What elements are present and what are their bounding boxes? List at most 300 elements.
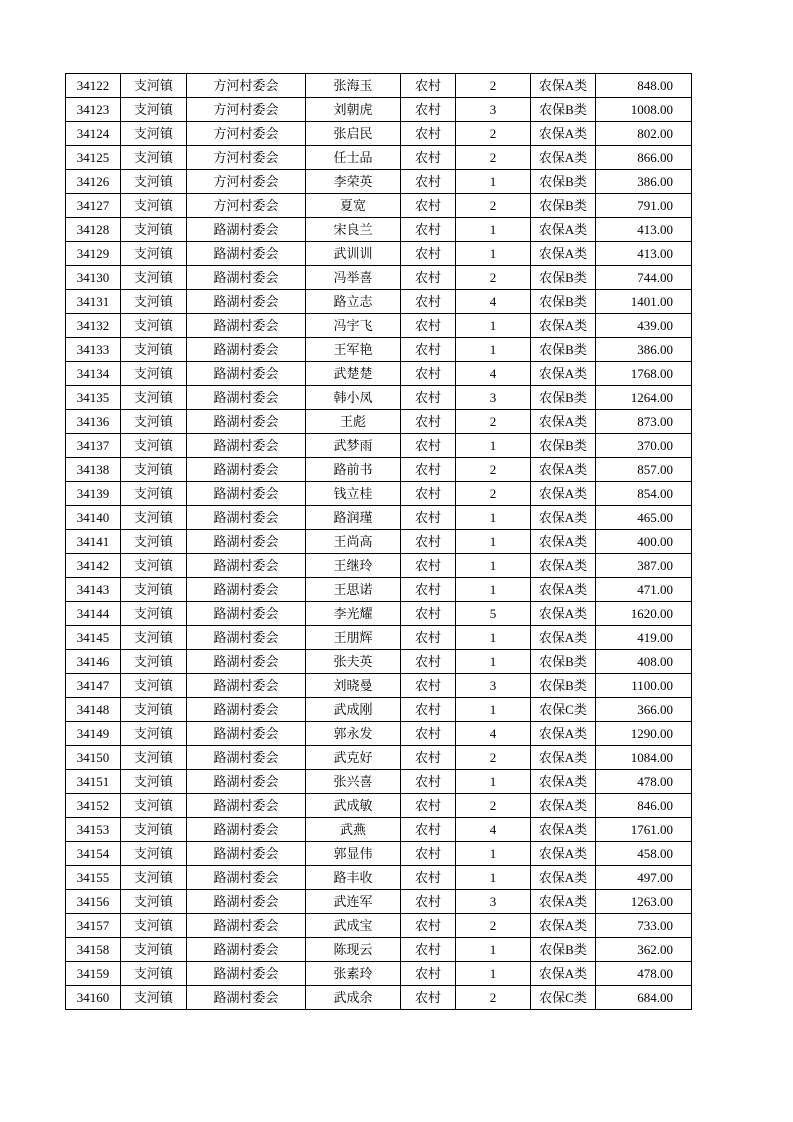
cell-category: 农保A类 <box>531 602 596 626</box>
cell-amount: 1401.00 <box>596 290 692 314</box>
cell-type: 农村 <box>401 506 456 530</box>
cell-count: 2 <box>456 914 531 938</box>
cell-category: 农保A类 <box>531 410 596 434</box>
cell-town: 支河镇 <box>121 866 187 890</box>
cell-town: 支河镇 <box>121 458 187 482</box>
cell-amount: 386.00 <box>596 170 692 194</box>
cell-village: 路湖村委会 <box>187 794 306 818</box>
cell-count: 1 <box>456 218 531 242</box>
cell-category: 农保A类 <box>531 818 596 842</box>
cell-category: 农保C类 <box>531 698 596 722</box>
cell-amount: 1620.00 <box>596 602 692 626</box>
cell-type: 农村 <box>401 146 456 170</box>
cell-village: 路湖村委会 <box>187 866 306 890</box>
table-row <box>66 98 692 122</box>
cell-category: 农保A类 <box>531 842 596 866</box>
cell-type: 农村 <box>401 266 456 290</box>
cell-type: 农村 <box>401 530 456 554</box>
cell-town: 支河镇 <box>121 530 187 554</box>
cell-name: 武成敏 <box>306 794 401 818</box>
cell-name: 李光耀 <box>306 602 401 626</box>
table-row <box>66 530 692 554</box>
cell-id: 34123 <box>66 98 121 122</box>
cell-id: 34131 <box>66 290 121 314</box>
table-row <box>66 362 692 386</box>
cell-count: 5 <box>456 602 531 626</box>
cell-town: 支河镇 <box>121 770 187 794</box>
table-row <box>66 818 692 842</box>
cell-category: 农保B类 <box>531 938 596 962</box>
cell-category: 农保A类 <box>531 482 596 506</box>
table-row <box>66 146 692 170</box>
cell-category: 农保A类 <box>531 146 596 170</box>
cell-type: 农村 <box>401 98 456 122</box>
cell-count: 3 <box>456 386 531 410</box>
cell-type: 农村 <box>401 794 456 818</box>
cell-category: 农保A类 <box>531 962 596 986</box>
cell-name: 王尚高 <box>306 530 401 554</box>
cell-name: 王军艳 <box>306 338 401 362</box>
cell-id: 34135 <box>66 386 121 410</box>
cell-id: 34156 <box>66 890 121 914</box>
cell-id: 34133 <box>66 338 121 362</box>
cell-id: 34155 <box>66 866 121 890</box>
table-row <box>66 866 692 890</box>
cell-category: 农保B类 <box>531 674 596 698</box>
table-row <box>66 314 692 338</box>
cell-name: 夏宽 <box>306 194 401 218</box>
cell-amount: 478.00 <box>596 962 692 986</box>
cell-name: 张素玲 <box>306 962 401 986</box>
cell-id: 34128 <box>66 218 121 242</box>
table-row <box>66 578 692 602</box>
cell-id: 34158 <box>66 938 121 962</box>
cell-town: 支河镇 <box>121 722 187 746</box>
cell-town: 支河镇 <box>121 338 187 362</box>
cell-name: 路丰收 <box>306 866 401 890</box>
cell-name: 武梦雨 <box>306 434 401 458</box>
cell-amount: 1263.00 <box>596 890 692 914</box>
cell-town: 支河镇 <box>121 194 187 218</box>
cell-name: 陈现云 <box>306 938 401 962</box>
table-row <box>66 674 692 698</box>
cell-name: 郭永发 <box>306 722 401 746</box>
cell-town: 支河镇 <box>121 386 187 410</box>
table-row <box>66 962 692 986</box>
cell-category: 农保A类 <box>531 746 596 770</box>
cell-name: 武燕 <box>306 818 401 842</box>
cell-type: 农村 <box>401 842 456 866</box>
cell-name: 王朋辉 <box>306 626 401 650</box>
cell-village: 方河村委会 <box>187 74 306 98</box>
cell-village: 路湖村委会 <box>187 242 306 266</box>
cell-name: 王继玲 <box>306 554 401 578</box>
cell-village: 方河村委会 <box>187 98 306 122</box>
cell-type: 农村 <box>401 722 456 746</box>
cell-amount: 465.00 <box>596 506 692 530</box>
cell-name: 郭显伟 <box>306 842 401 866</box>
cell-category: 农保A类 <box>531 890 596 914</box>
cell-town: 支河镇 <box>121 890 187 914</box>
cell-village: 路湖村委会 <box>187 266 306 290</box>
cell-village: 路湖村委会 <box>187 314 306 338</box>
cell-count: 1 <box>456 170 531 194</box>
table-row <box>66 626 692 650</box>
cell-id: 34141 <box>66 530 121 554</box>
cell-village: 路湖村委会 <box>187 290 306 314</box>
cell-id: 34147 <box>66 674 121 698</box>
cell-amount: 684.00 <box>596 986 692 1010</box>
cell-category: 农保A类 <box>531 578 596 602</box>
cell-category: 农保B类 <box>531 290 596 314</box>
cell-category: 农保B类 <box>531 194 596 218</box>
cell-category: 农保A类 <box>531 866 596 890</box>
cell-name: 韩小凤 <box>306 386 401 410</box>
cell-id: 34126 <box>66 170 121 194</box>
cell-amount: 848.00 <box>596 74 692 98</box>
cell-amount: 387.00 <box>596 554 692 578</box>
records-table <box>65 73 692 1010</box>
cell-count: 4 <box>456 362 531 386</box>
cell-town: 支河镇 <box>121 986 187 1010</box>
cell-amount: 419.00 <box>596 626 692 650</box>
table-row <box>66 266 692 290</box>
cell-amount: 439.00 <box>596 314 692 338</box>
cell-count: 2 <box>456 122 531 146</box>
table-row <box>66 74 692 98</box>
cell-name: 李荣英 <box>306 170 401 194</box>
cell-id: 34149 <box>66 722 121 746</box>
cell-type: 农村 <box>401 218 456 242</box>
cell-amount: 1264.00 <box>596 386 692 410</box>
cell-count: 1 <box>456 554 531 578</box>
cell-name: 武成刚 <box>306 698 401 722</box>
table-row <box>66 554 692 578</box>
cell-id: 34151 <box>66 770 121 794</box>
cell-id: 34153 <box>66 818 121 842</box>
cell-count: 2 <box>456 746 531 770</box>
cell-count: 2 <box>456 194 531 218</box>
cell-category: 农保A类 <box>531 122 596 146</box>
cell-village: 路湖村委会 <box>187 722 306 746</box>
cell-town: 支河镇 <box>121 74 187 98</box>
table-row <box>66 386 692 410</box>
cell-village: 路湖村委会 <box>187 386 306 410</box>
table-row <box>66 602 692 626</box>
cell-name: 宋良兰 <box>306 218 401 242</box>
cell-town: 支河镇 <box>121 290 187 314</box>
cell-town: 支河镇 <box>121 146 187 170</box>
table-row <box>66 170 692 194</box>
cell-type: 农村 <box>401 890 456 914</box>
cell-category: 农保B类 <box>531 434 596 458</box>
table-row <box>66 986 692 1010</box>
cell-id: 34140 <box>66 506 121 530</box>
cell-category: 农保B类 <box>531 650 596 674</box>
table-row <box>66 218 692 242</box>
cell-village: 路湖村委会 <box>187 218 306 242</box>
cell-count: 1 <box>456 938 531 962</box>
cell-town: 支河镇 <box>121 938 187 962</box>
cell-amount: 366.00 <box>596 698 692 722</box>
cell-id: 34129 <box>66 242 121 266</box>
cell-count: 2 <box>456 74 531 98</box>
cell-amount: 866.00 <box>596 146 692 170</box>
table-row <box>66 722 692 746</box>
cell-type: 农村 <box>401 674 456 698</box>
cell-category: 农保A类 <box>531 530 596 554</box>
cell-count: 3 <box>456 890 531 914</box>
cell-type: 农村 <box>401 290 456 314</box>
cell-town: 支河镇 <box>121 842 187 866</box>
cell-id: 34138 <box>66 458 121 482</box>
cell-town: 支河镇 <box>121 794 187 818</box>
cell-amount: 471.00 <box>596 578 692 602</box>
cell-count: 3 <box>456 98 531 122</box>
cell-type: 农村 <box>401 938 456 962</box>
table-row <box>66 770 692 794</box>
cell-town: 支河镇 <box>121 410 187 434</box>
cell-category: 农保A类 <box>531 458 596 482</box>
cell-village: 方河村委会 <box>187 122 306 146</box>
cell-count: 1 <box>456 866 531 890</box>
cell-village: 路湖村委会 <box>187 434 306 458</box>
cell-type: 农村 <box>401 434 456 458</box>
cell-type: 农村 <box>401 962 456 986</box>
cell-amount: 386.00 <box>596 338 692 362</box>
cell-village: 路湖村委会 <box>187 338 306 362</box>
cell-id: 34137 <box>66 434 121 458</box>
cell-type: 农村 <box>401 74 456 98</box>
cell-town: 支河镇 <box>121 602 187 626</box>
cell-category: 农保B类 <box>531 386 596 410</box>
cell-name: 张海玉 <box>306 74 401 98</box>
cell-count: 1 <box>456 314 531 338</box>
cell-name: 张启民 <box>306 122 401 146</box>
table-row <box>66 482 692 506</box>
cell-id: 34154 <box>66 842 121 866</box>
cell-town: 支河镇 <box>121 482 187 506</box>
cell-amount: 802.00 <box>596 122 692 146</box>
cell-village: 方河村委会 <box>187 170 306 194</box>
cell-id: 34125 <box>66 146 121 170</box>
cell-town: 支河镇 <box>121 746 187 770</box>
cell-amount: 413.00 <box>596 242 692 266</box>
cell-count: 1 <box>456 626 531 650</box>
cell-village: 方河村委会 <box>187 146 306 170</box>
cell-id: 34144 <box>66 602 121 626</box>
cell-village: 路湖村委会 <box>187 626 306 650</box>
cell-village: 路湖村委会 <box>187 818 306 842</box>
cell-id: 34124 <box>66 122 121 146</box>
cell-category: 农保A类 <box>531 218 596 242</box>
cell-town: 支河镇 <box>121 914 187 938</box>
table-row <box>66 794 692 818</box>
cell-name: 武训训 <box>306 242 401 266</box>
cell-town: 支河镇 <box>121 242 187 266</box>
cell-category: 农保A类 <box>531 314 596 338</box>
cell-category: 农保B类 <box>531 338 596 362</box>
cell-category: 农保A类 <box>531 770 596 794</box>
cell-amount: 854.00 <box>596 482 692 506</box>
cell-type: 农村 <box>401 602 456 626</box>
cell-id: 34127 <box>66 194 121 218</box>
cell-id: 34150 <box>66 746 121 770</box>
cell-name: 冯举喜 <box>306 266 401 290</box>
cell-amount: 478.00 <box>596 770 692 794</box>
cell-village: 路湖村委会 <box>187 914 306 938</box>
cell-amount: 1100.00 <box>596 674 692 698</box>
cell-id: 34132 <box>66 314 121 338</box>
cell-count: 1 <box>456 770 531 794</box>
cell-name: 武成余 <box>306 986 401 1010</box>
cell-town: 支河镇 <box>121 314 187 338</box>
cell-village: 路湖村委会 <box>187 986 306 1010</box>
cell-category: 农保A类 <box>531 794 596 818</box>
cell-count: 2 <box>456 266 531 290</box>
cell-type: 农村 <box>401 194 456 218</box>
cell-amount: 791.00 <box>596 194 692 218</box>
cell-name: 武克好 <box>306 746 401 770</box>
cell-name: 武连军 <box>306 890 401 914</box>
cell-category: 农保A类 <box>531 554 596 578</box>
cell-name: 钱立桂 <box>306 482 401 506</box>
cell-name: 刘朝虎 <box>306 98 401 122</box>
cell-id: 34159 <box>66 962 121 986</box>
cell-count: 3 <box>456 674 531 698</box>
cell-town: 支河镇 <box>121 218 187 242</box>
cell-type: 农村 <box>401 482 456 506</box>
cell-amount: 400.00 <box>596 530 692 554</box>
cell-count: 1 <box>456 434 531 458</box>
cell-village: 路湖村委会 <box>187 770 306 794</box>
cell-town: 支河镇 <box>121 674 187 698</box>
cell-type: 农村 <box>401 578 456 602</box>
table-row <box>66 242 692 266</box>
cell-amount: 362.00 <box>596 938 692 962</box>
cell-village: 路湖村委会 <box>187 938 306 962</box>
cell-type: 农村 <box>401 314 456 338</box>
cell-count: 2 <box>456 986 531 1010</box>
cell-village: 路湖村委会 <box>187 458 306 482</box>
cell-name: 冯宇飞 <box>306 314 401 338</box>
cell-town: 支河镇 <box>121 98 187 122</box>
cell-type: 农村 <box>401 986 456 1010</box>
cell-id: 34139 <box>66 482 121 506</box>
cell-name: 刘晓曼 <box>306 674 401 698</box>
table-row <box>66 650 692 674</box>
cell-amount: 846.00 <box>596 794 692 818</box>
cell-amount: 873.00 <box>596 410 692 434</box>
cell-count: 1 <box>456 578 531 602</box>
cell-count: 2 <box>456 458 531 482</box>
cell-category: 农保A类 <box>531 722 596 746</box>
cell-town: 支河镇 <box>121 362 187 386</box>
cell-count: 1 <box>456 962 531 986</box>
cell-category: 农保A类 <box>531 506 596 530</box>
cell-category: 农保A类 <box>531 626 596 650</box>
cell-category: 农保A类 <box>531 242 596 266</box>
table-row <box>66 746 692 770</box>
table-row <box>66 698 692 722</box>
cell-village: 路湖村委会 <box>187 842 306 866</box>
cell-name: 任士品 <box>306 146 401 170</box>
cell-village: 路湖村委会 <box>187 410 306 434</box>
table-row <box>66 458 692 482</box>
table-row <box>66 914 692 938</box>
cell-type: 农村 <box>401 626 456 650</box>
cell-count: 4 <box>456 818 531 842</box>
cell-amount: 1768.00 <box>596 362 692 386</box>
cell-count: 2 <box>456 482 531 506</box>
cell-id: 34146 <box>66 650 121 674</box>
cell-count: 1 <box>456 242 531 266</box>
cell-amount: 1008.00 <box>596 98 692 122</box>
cell-count: 1 <box>456 650 531 674</box>
cell-village: 路湖村委会 <box>187 602 306 626</box>
table-row <box>66 290 692 314</box>
cell-village: 路湖村委会 <box>187 674 306 698</box>
cell-town: 支河镇 <box>121 698 187 722</box>
cell-count: 1 <box>456 698 531 722</box>
cell-type: 农村 <box>401 650 456 674</box>
cell-count: 4 <box>456 290 531 314</box>
cell-amount: 1084.00 <box>596 746 692 770</box>
cell-type: 农村 <box>401 242 456 266</box>
cell-village: 路湖村委会 <box>187 506 306 530</box>
cell-amount: 458.00 <box>596 842 692 866</box>
cell-village: 路湖村委会 <box>187 530 306 554</box>
cell-id: 34157 <box>66 914 121 938</box>
cell-town: 支河镇 <box>121 434 187 458</box>
cell-name: 路前书 <box>306 458 401 482</box>
cell-name: 武楚楚 <box>306 362 401 386</box>
records-table-body <box>66 74 692 1010</box>
table-row <box>66 938 692 962</box>
cell-type: 农村 <box>401 122 456 146</box>
cell-type: 农村 <box>401 386 456 410</box>
table-row <box>66 842 692 866</box>
cell-id: 34145 <box>66 626 121 650</box>
cell-category: 农保B类 <box>531 266 596 290</box>
cell-village: 方河村委会 <box>187 194 306 218</box>
cell-category: 农保A类 <box>531 74 596 98</box>
cell-town: 支河镇 <box>121 818 187 842</box>
cell-count: 2 <box>456 146 531 170</box>
cell-village: 路湖村委会 <box>187 650 306 674</box>
cell-id: 34160 <box>66 986 121 1010</box>
table-row <box>66 338 692 362</box>
cell-id: 34152 <box>66 794 121 818</box>
cell-type: 农村 <box>401 362 456 386</box>
cell-id: 34134 <box>66 362 121 386</box>
cell-town: 支河镇 <box>121 554 187 578</box>
cell-amount: 744.00 <box>596 266 692 290</box>
cell-category: 农保B类 <box>531 98 596 122</box>
cell-village: 路湖村委会 <box>187 362 306 386</box>
cell-village: 路湖村委会 <box>187 482 306 506</box>
cell-amount: 1290.00 <box>596 722 692 746</box>
cell-category: 农保C类 <box>531 986 596 1010</box>
cell-town: 支河镇 <box>121 122 187 146</box>
cell-amount: 1761.00 <box>596 818 692 842</box>
cell-type: 农村 <box>401 338 456 362</box>
cell-id: 34122 <box>66 74 121 98</box>
table-row <box>66 890 692 914</box>
cell-name: 张夫英 <box>306 650 401 674</box>
cell-town: 支河镇 <box>121 170 187 194</box>
cell-count: 4 <box>456 722 531 746</box>
